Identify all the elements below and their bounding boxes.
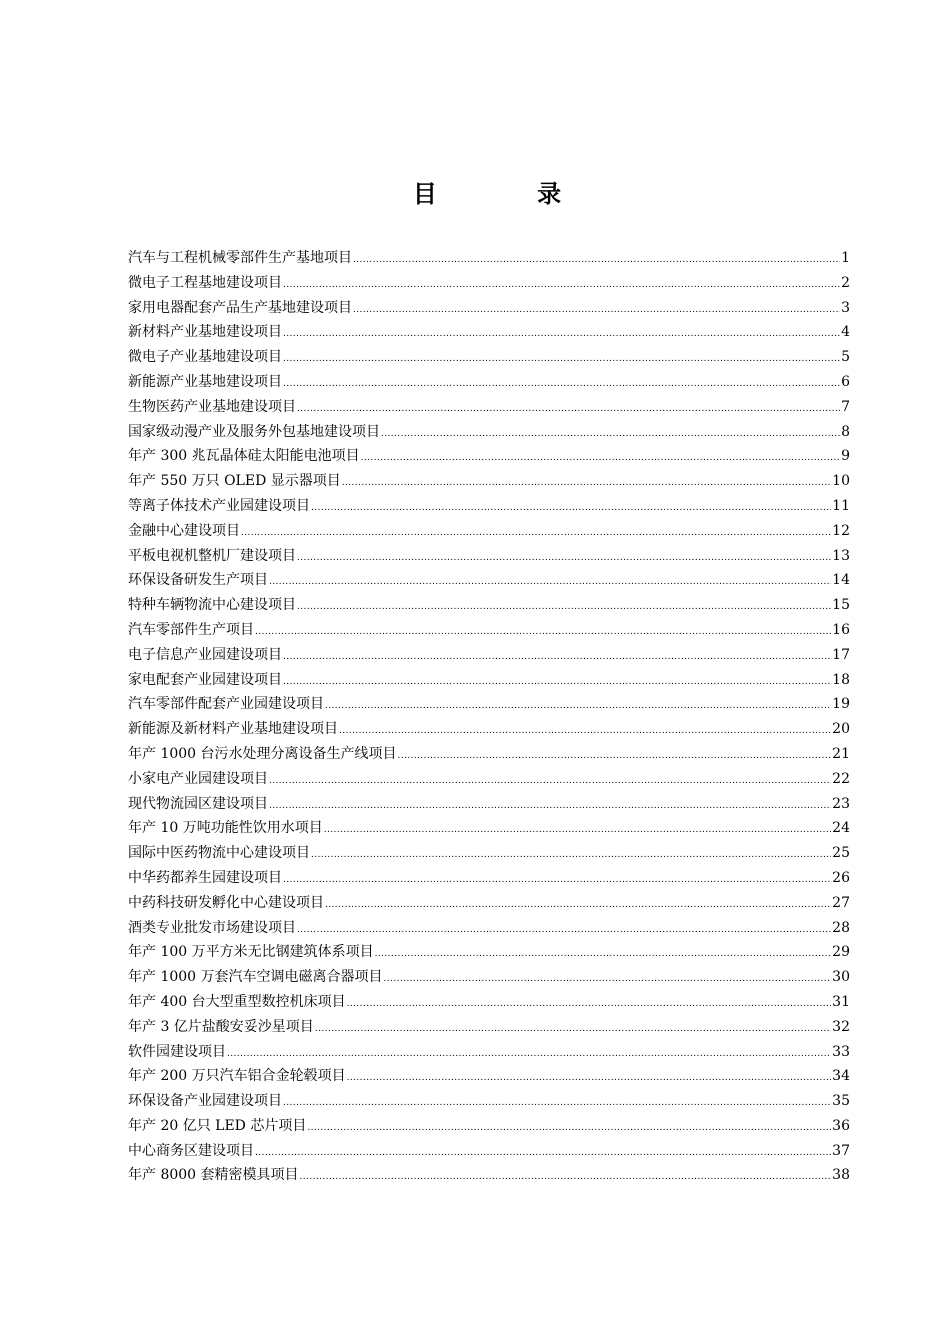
toc-dot-leader — [283, 670, 831, 695]
toc-entry-page-number: 23 — [832, 795, 850, 812]
toc-entry[interactable] — [128, 593, 850, 618]
toc-entry[interactable] — [128, 643, 850, 668]
toc-dot-leader — [297, 595, 831, 620]
toc-entry-title: 汽车零部件配套产业园建设项目 — [128, 696, 324, 713]
toc-entry[interactable] — [128, 469, 850, 494]
toc-entry-page-number: 3 — [841, 299, 850, 316]
toc-dot-leader — [347, 992, 832, 1017]
toc-entry[interactable] — [128, 1064, 850, 1089]
toc-entry-page-number: 31 — [832, 993, 850, 1010]
toc-entry-page-number: 4 — [841, 324, 850, 341]
toc-dot-leader — [283, 868, 831, 893]
toc-entry-page-number: 18 — [832, 671, 850, 688]
toc-dot-leader — [283, 645, 831, 670]
toc-entry[interactable] — [128, 668, 850, 693]
toc-entry-page-number: 37 — [832, 1142, 850, 1159]
toc-dot-leader — [300, 1165, 832, 1190]
toc-dot-leader — [381, 422, 840, 447]
toc-entry-page-number: 17 — [832, 646, 850, 663]
toc-entry-title: 环保设备产业园建设项目 — [128, 1093, 282, 1110]
toc-dot-leader — [375, 942, 832, 967]
toc-entry-title: 中华药都养生园建设项目 — [128, 869, 282, 886]
toc-dot-leader — [297, 397, 840, 422]
page-title: 目 录 — [412, 180, 608, 208]
toc-dot-leader — [353, 298, 840, 323]
toc-entry[interactable] — [128, 395, 850, 420]
toc-entry-page-number: 12 — [832, 522, 850, 539]
toc-entry-page-number: 36 — [832, 1117, 850, 1134]
toc-entry[interactable] — [128, 271, 850, 296]
toc-entry-page-number: 7 — [841, 398, 850, 415]
toc-entry-page-number: 8 — [841, 423, 850, 440]
toc-dot-leader — [353, 248, 840, 273]
toc-entry[interactable] — [128, 618, 850, 643]
toc-dot-leader — [342, 471, 831, 496]
toc-entry-page-number: 13 — [832, 547, 850, 564]
toc-entry[interactable] — [128, 544, 850, 569]
toc-dot-leader — [283, 372, 840, 397]
toc-entry-title: 国家级动漫产业及服务外包基地建设项目 — [128, 423, 380, 440]
toc-dot-leader — [269, 769, 831, 794]
toc-dot-leader — [339, 719, 831, 744]
toc-entry-page-number: 28 — [832, 919, 850, 936]
toc-dot-leader — [361, 446, 840, 471]
toc-entry-page-number: 24 — [832, 820, 850, 837]
toc-entry[interactable] — [128, 296, 850, 321]
toc-entry-title: 年产 20 亿只 LED 芯片项目 — [128, 1117, 307, 1134]
toc-entry[interactable] — [128, 320, 850, 345]
toc-entry-title: 新能源及新材料产业基地建设项目 — [128, 721, 338, 738]
toc-entry[interactable] — [128, 816, 850, 841]
toc-entry[interactable] — [128, 1089, 850, 1114]
toc-entry[interactable] — [128, 841, 850, 866]
toc-dot-leader — [283, 322, 840, 347]
toc-entry-title: 汽车与工程机械零部件生产基地项目 — [128, 250, 352, 266]
toc-dot-leader — [255, 620, 831, 645]
toc-entry-title: 微电子工程基地建设项目 — [128, 274, 282, 291]
toc-entry-title: 年产 300 兆瓦晶体硅太阳能电池项目 — [128, 448, 360, 465]
toc-entry-page-number: 15 — [832, 597, 850, 614]
toc-entry[interactable] — [128, 990, 850, 1015]
toc-entry[interactable] — [128, 494, 850, 519]
toc-entry[interactable] — [128, 692, 850, 717]
toc-entry-page-number: 5 — [841, 349, 850, 366]
toc-entry-page-number: 10 — [832, 473, 850, 490]
toc-entry-page-number: 35 — [832, 1093, 850, 1110]
toc-entry-title: 家用电器配套产品生产基地建设项目 — [128, 299, 352, 316]
toc-entry-title: 年产 1000 万套汽车空调电磁离合器项目 — [128, 969, 383, 986]
toc-entry-page-number: 11 — [832, 497, 850, 514]
toc-dot-leader — [283, 273, 840, 298]
toc-entry[interactable] — [128, 444, 850, 469]
toc-entry-title: 家电配套产业园建设项目 — [128, 671, 282, 688]
toc-dot-leader — [269, 794, 831, 819]
toc-entry-title: 中心商务区建设项目 — [128, 1142, 254, 1159]
toc-dot-leader — [311, 496, 831, 521]
toc-dot-leader — [227, 1042, 831, 1067]
toc-entry-title: 微电子产业基地建设项目 — [128, 349, 282, 366]
toc-entry-page-number: 21 — [832, 745, 850, 762]
toc-entry[interactable] — [128, 246, 850, 271]
toc-entry-title: 金融中心建设项目 — [128, 522, 240, 539]
toc-entry[interactable] — [128, 767, 850, 792]
toc-entry-title: 年产 400 台大型重型数控机床项目 — [128, 993, 346, 1010]
toc-entry[interactable] — [128, 345, 850, 370]
toc-entry-title: 环保设备研发生产项目 — [128, 572, 268, 589]
toc-entry[interactable] — [128, 1114, 850, 1139]
toc-entry[interactable] — [128, 965, 850, 990]
toc-entry-page-number: 27 — [832, 894, 850, 911]
toc-entry[interactable] — [128, 370, 850, 395]
toc-entry-page-number: 33 — [832, 1043, 850, 1060]
toc-entry[interactable] — [128, 1163, 850, 1188]
toc-entry-title: 年产 100 万平方米无比钢建筑体系项目 — [128, 944, 374, 961]
toc-entry-title: 电子信息产业园建设项目 — [128, 646, 282, 663]
toc-dot-leader — [297, 546, 831, 571]
toc-entry-page-number: 6 — [841, 373, 850, 390]
toc-entry[interactable] — [128, 792, 850, 817]
toc-entry-title: 等离子体技术产业园建设项目 — [128, 497, 310, 514]
toc-entry-title: 软件园建设项目 — [128, 1043, 226, 1060]
toc-entry-page-number: 16 — [832, 621, 850, 638]
toc-entry-title: 汽车零部件生产项目 — [128, 621, 254, 638]
toc-dot-leader — [325, 893, 831, 918]
toc-entry-page-number: 25 — [832, 845, 850, 862]
toc-entry-title: 国际中医药物流中心建设项目 — [128, 845, 310, 862]
toc-entry[interactable] — [128, 891, 850, 916]
toc-entry-page-number: 34 — [832, 1068, 850, 1085]
toc-entry-page-number: 2 — [841, 274, 850, 291]
toc-entry-title: 年产 200 万只汽车铝合金轮毂项目 — [128, 1068, 346, 1085]
toc-dot-leader — [269, 570, 831, 595]
toc-entry[interactable] — [128, 519, 850, 544]
toc-dot-leader — [283, 1091, 831, 1116]
toc-entry-page-number: 14 — [832, 572, 850, 589]
toc-dot-leader — [398, 744, 832, 769]
toc-dot-leader — [283, 347, 840, 372]
toc-entry[interactable] — [128, 742, 850, 767]
toc-entry-title: 年产 3 亿片盐酸安妥沙星项目 — [128, 1018, 314, 1035]
toc-dot-leader — [325, 694, 831, 719]
toc-entry-page-number: 29 — [832, 944, 850, 961]
toc-entry-title: 现代物流园区建设项目 — [128, 795, 268, 812]
toc-entry-title: 小家电产业园建设项目 — [128, 770, 268, 787]
toc-dot-leader — [241, 521, 831, 546]
toc-entry-page-number: 22 — [832, 770, 850, 787]
toc-entry-page-number: 20 — [832, 721, 850, 738]
toc-entry-title: 年产 1000 台污水处理分离设备生产线项目 — [128, 745, 397, 762]
toc-entry-title: 年产 550 万只 OLED 显示器项目 — [128, 473, 341, 490]
toc-entry-title: 年产 8000 套精密模具项目 — [128, 1167, 299, 1184]
toc-entry-page-number: 19 — [832, 696, 850, 713]
toc-entry[interactable] — [128, 420, 850, 445]
toc-entry[interactable] — [128, 717, 850, 742]
toc-entry-title: 中药科技研发孵化中心建设项目 — [128, 894, 324, 911]
toc-dot-leader — [307, 1116, 831, 1141]
toc-entry[interactable] — [128, 568, 850, 593]
toc-entry-page-number: 1 — [841, 250, 850, 266]
toc-entry-page-number: 26 — [832, 869, 850, 886]
toc-entry-page-number: 9 — [841, 448, 850, 465]
toc-dot-leader — [315, 1017, 831, 1042]
toc-dot-leader — [347, 1066, 832, 1091]
toc-entry-title: 新能源产业基地建设项目 — [128, 373, 282, 390]
toc-entry-title: 生物医药产业基地建设项目 — [128, 398, 296, 415]
toc-entry-title: 酒类专业批发市场建设项目 — [128, 919, 296, 936]
toc-entry-page-number: 32 — [832, 1018, 850, 1035]
toc-entry-title: 特种车辆物流中心建设项目 — [128, 597, 296, 614]
toc-entry[interactable] — [128, 916, 850, 941]
toc-entry-page-number: 38 — [832, 1167, 850, 1184]
toc-entry[interactable] — [128, 866, 850, 891]
toc-entry[interactable] — [128, 1040, 850, 1065]
toc-entry[interactable] — [128, 940, 850, 965]
toc-dot-leader — [324, 818, 831, 843]
toc-entry-page-number: 30 — [832, 969, 850, 986]
toc-dot-leader — [384, 967, 832, 992]
toc-dot-leader — [311, 843, 831, 868]
toc-entry[interactable] — [128, 1015, 850, 1040]
toc-dot-leader — [297, 918, 831, 943]
toc-entry-title: 年产 10 万吨功能性饮用水项目 — [128, 820, 323, 837]
toc-entry-title: 新材料产业基地建设项目 — [128, 324, 282, 341]
toc-entry[interactable] — [128, 1139, 850, 1164]
toc-entry-title: 平板电视机整机厂建设项目 — [128, 547, 296, 564]
toc-dot-leader — [255, 1141, 831, 1166]
table-of-contents — [128, 246, 850, 1188]
